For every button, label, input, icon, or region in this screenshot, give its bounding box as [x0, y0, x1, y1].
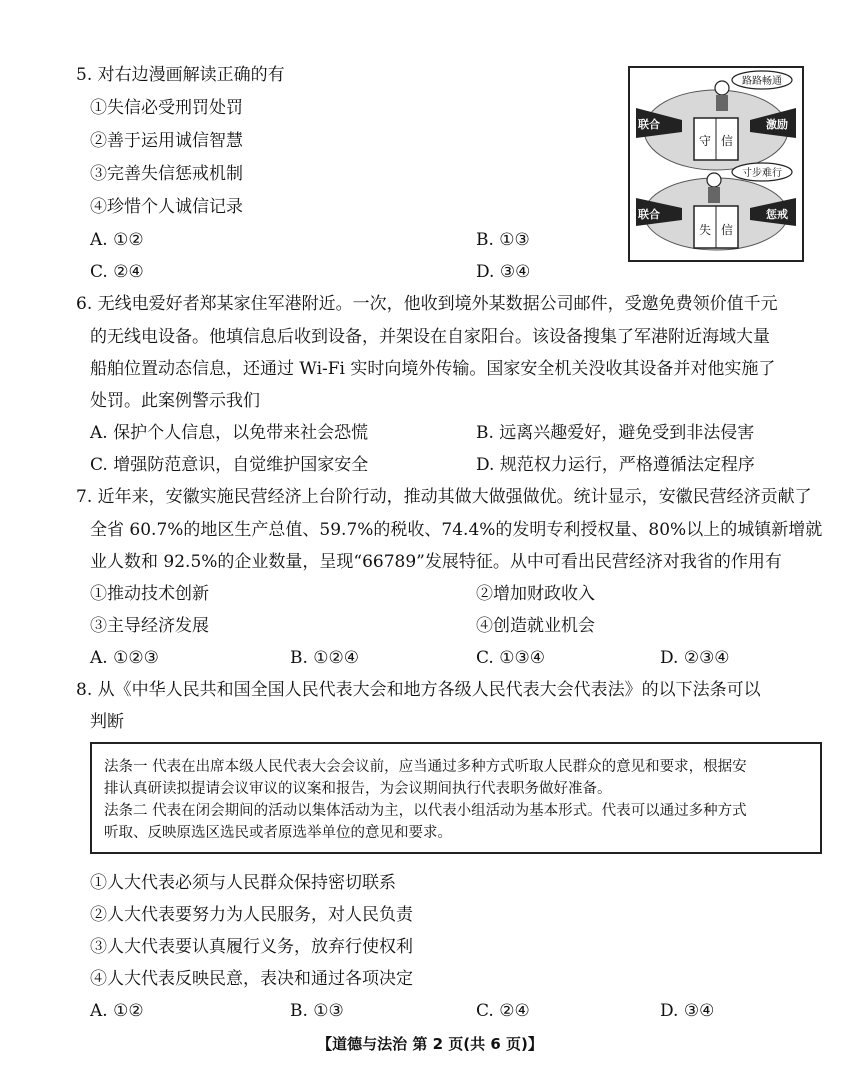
cartoon-top-box-char-2: 信 — [720, 134, 734, 148]
q5-stem: 5. 对右边漫画解读正确的有 — [76, 65, 285, 85]
q5-item-4: ④珍惜个人诚信记录 — [90, 197, 243, 217]
q7-stem-line-2: 全省 60.7%的地区生产总值、59.7%的税收、74.4%的发明专利授权量、80%以上的城镇新增就 — [90, 520, 823, 540]
cartoon-top-left-label: 联合 — [638, 118, 660, 131]
cartoon-bottom-right-label: 惩戒 — [766, 208, 788, 221]
cartoon-bottom-bubble: 寸步难行 — [742, 168, 782, 179]
q8-stem-line-2: 判断 — [90, 712, 124, 732]
q7-stem-line-1: 7. 近年来，安徽实施民营经济上台阶行动，推动其做大做强做优。统计显示，安徽民营经济贡献了 — [76, 487, 812, 507]
q6-option-b: B. 远离兴趣爱好，避免受到非法侵害 — [476, 423, 755, 443]
q5-item-3: ③完善失信惩戒机制 — [90, 164, 243, 184]
q7-item-1: ①推动技术创新 — [90, 584, 209, 604]
law-article-2-line-2: 听取、反映原选区选民或者原选举单位的意见和要求。 — [104, 825, 452, 841]
q5-item-2: ②善于运用诚信智慧 — [90, 131, 243, 151]
q5-option-b: B. ①③ — [476, 230, 530, 250]
q7-option-b: B. ①②④ — [290, 648, 360, 668]
q8-option-b: B. ①③ — [290, 1001, 344, 1021]
q7-stem-line-3: 业人数和 92.5%的企业数量，呈现“66789”发展特征。从中可看出民营经济对我省的作用有 — [90, 552, 782, 572]
q6-stem-line-1: 6. 无线电爱好者郑某家住军港附近。一次，他收到境外某数据公司邮件，受邀免费领价值千元 — [76, 294, 778, 314]
q5-option-a: A. ①② — [90, 230, 144, 250]
q8-option-d: D. ③④ — [660, 1001, 715, 1021]
law-article-1-line-2: 排认真研读拟提请会议审议的议案和报告，为会议期间执行代表职务做好准备。 — [104, 781, 612, 797]
q8-option-c: C. ②④ — [476, 1001, 530, 1021]
q6-stem-line-4: 处罚。此案例警示我们 — [90, 391, 260, 411]
law-article-2-line-1: 法条二 代表在闭会期间的活动以集体活动为主，以代表小组活动为基本形式。代表可以通过多种方式 — [104, 803, 747, 819]
cartoon-bottom-box-char-1: 失 — [698, 223, 712, 237]
cartoon-top-box-char-1: 守 — [698, 134, 712, 148]
integrity-cartoon — [628, 66, 804, 262]
q8-item-3: ③人大代表要认真履行义务，放弃行使权利 — [90, 937, 413, 957]
q8-option-a: A. ①② — [90, 1001, 144, 1021]
q6-stem-line-3: 船舶位置动态信息，还通过 Wi-Fi 实时向境外传输。国家安全机关没收其设备并对他实施了 — [90, 359, 776, 379]
law-article-1-line-1: 法条一 代表在出席本级人民代表大会会议前，应当通过多种方式听取人民群众的意见和要求，根据安 — [104, 759, 747, 775]
q5-item-1: ①失信必受刑罚处罚 — [90, 98, 243, 118]
cartoon-illustration — [630, 68, 802, 260]
law-articles-box — [90, 742, 822, 854]
cartoon-top-bubble: 路路畅通 — [742, 76, 782, 87]
q6-stem-line-2: 的无线电设备。他填信息后收到设备，并架设在自家阳台。该设备搜集了军港附近海域大量 — [90, 327, 770, 347]
cartoon-top-right-label: 激励 — [766, 118, 788, 131]
cartoon-bottom-left-label: 联合 — [638, 208, 660, 221]
q8-stem-line-1: 8. 从《中华人民共和国全国人民代表大会和地方各级人民代表大会代表法》的以下法条可以 — [76, 680, 761, 700]
q7-item-4: ④创造就业机会 — [476, 616, 595, 636]
q7-option-c: C. ①③④ — [476, 648, 545, 668]
q6-option-d: D. 规范权力运行，严格遵循法定程序 — [476, 455, 755, 475]
q5-option-c: C. ②④ — [90, 262, 144, 282]
page-footer: 【道德与法治 第 2 页(共 6 页)】 — [317, 1035, 543, 1053]
q8-item-1: ①人大代表必须与人民群众保持密切联系 — [90, 873, 396, 893]
q7-item-3: ③主导经济发展 — [90, 616, 209, 636]
q7-item-2: ②增加财政收入 — [476, 584, 595, 604]
q5-option-d: D. ③④ — [476, 262, 531, 282]
q6-option-c: C. 增强防范意识，自觉维护国家安全 — [90, 455, 369, 475]
q6-option-a: A. 保护个人信息，以免带来社会恐慌 — [90, 423, 369, 443]
q8-item-2: ②人大代表要努力为人民服务，对人民负责 — [90, 905, 413, 925]
q8-item-4: ④人大代表反映民意，表决和通过各项决定 — [90, 969, 413, 989]
q7-option-a: A. ①②③ — [90, 648, 159, 668]
cartoon-bottom-box-char-2: 信 — [720, 223, 734, 237]
q7-option-d: D. ②③④ — [660, 648, 730, 668]
